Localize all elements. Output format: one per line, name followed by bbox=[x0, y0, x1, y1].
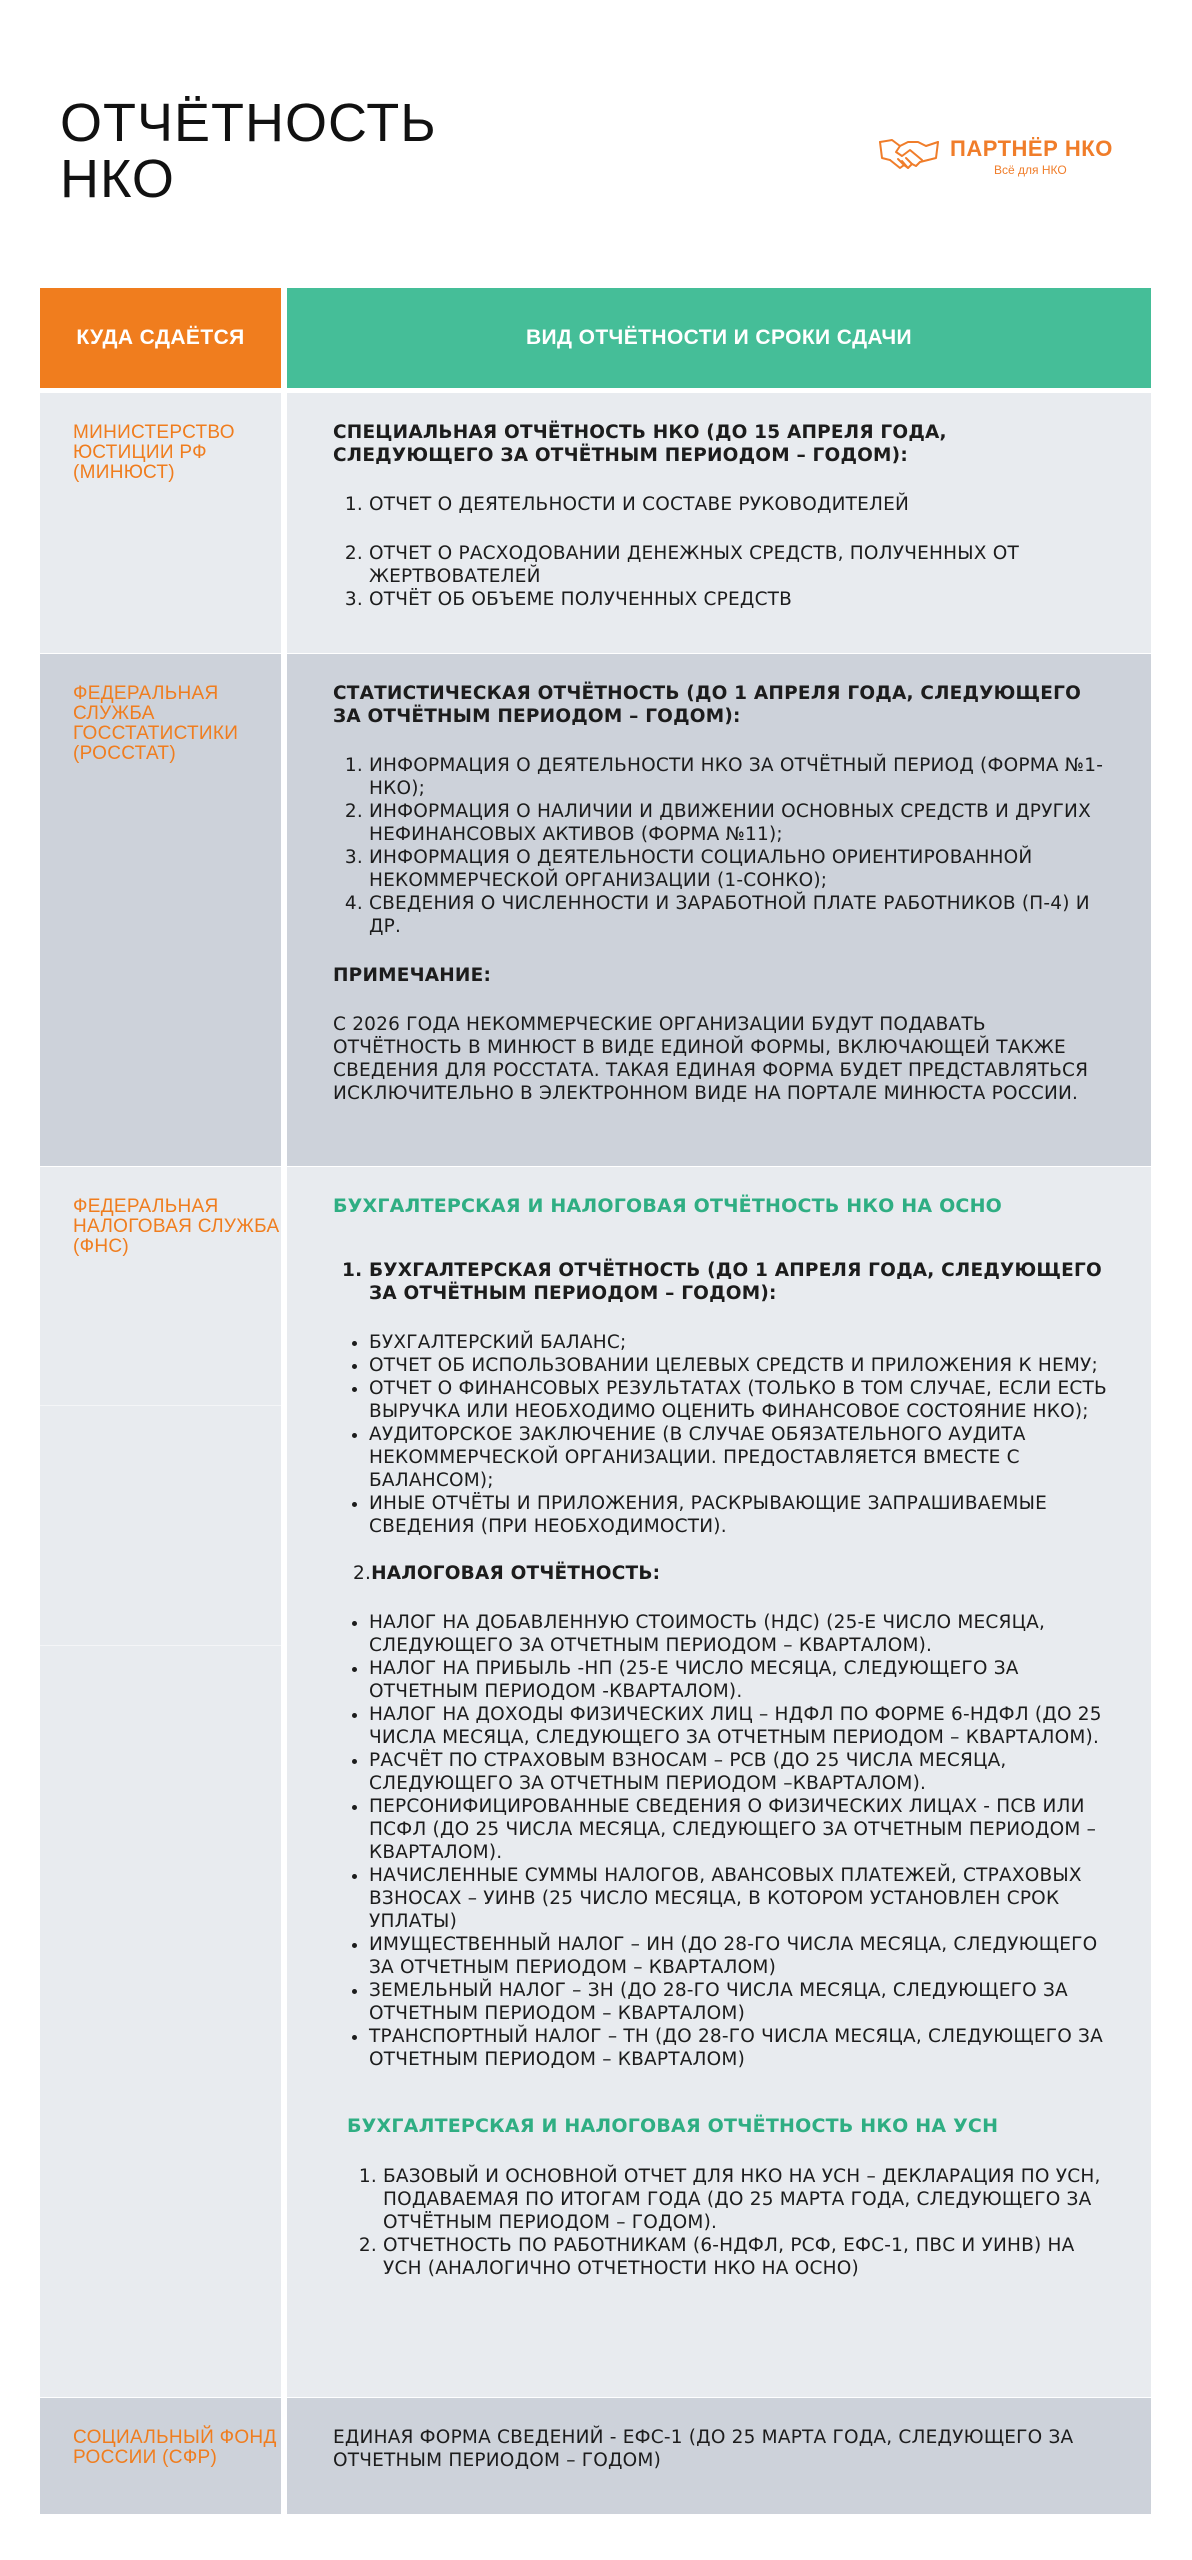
list-item: • БУХГАЛТЕРСКИЙ БАЛАНС; bbox=[369, 1331, 1111, 1354]
org-name: МИНИСТЕРСТВО ЮСТИЦИИ РФ (МИНЮСТ) bbox=[73, 422, 235, 483]
list-item: • НАЛОГ НА ДОХОДЫ ФИЗИЧЕСКИХ ЛИЦ – НДФЛ ПО ФОРМЕ 6-НДФЛ (ДО 25 ЧИСЛА МЕСЯЦА, СЛЕДУЮЩЕГО ЗА ОТЧЕТНЫМ ПЕРИОДОМ – КВАРТАЛОМ). bbox=[369, 1703, 1111, 1749]
list-item: 2. ИНФОРМАЦИЯ О НАЛИЧИИ И ДВИЖЕНИИ ОСНОВНЫХ СРЕДСТВ И ДРУГИХ НЕФИНАНСОВЫХ АКТИВОВ (ФОРМА №11); bbox=[369, 800, 1111, 846]
divider bbox=[40, 1405, 281, 1406]
table-row-org-cell-spacer bbox=[40, 1405, 281, 1645]
tax-items bbox=[333, 1611, 1111, 2071]
report-list bbox=[333, 493, 1111, 611]
usn-list bbox=[333, 2165, 1111, 2280]
list-item: • ОТЧЕТ О ФИНАНСОВЫХ РЕЗУЛЬТАТАХ (ТОЛЬКО В ТОМ СЛУЧАЕ, ЕСЛИ ЕСТЬ ВЫРУЧКА ИЛИ НЕОБХОДИМО ОЦЕНИТЬ ФИНАНСОВОЕ СОСТОЯНИЕ НКО); bbox=[369, 1377, 1111, 1423]
org-name: ФЕДЕРАЛЬНАЯ НАЛОГОВАЯ СЛУЖБА (ФНС) bbox=[73, 1196, 280, 1257]
note-text: С 2026 ГОДА НЕКОММЕРЧЕСКИЕ ОРГАНИЗАЦИИ БУДУТ ПОДАВАТЬ ОТЧЁТНОСТЬ В МИНЮСТ В ВИДЕ ЕДИНОЙ ФОРМЫ, ВКЛЮЧАЮЩЕЙ ТАКЖЕ СВЕДЕНИЯ ДЛЯ РОССТАТА. ТАКАЯ ЕДИНАЯ ФОРМА БУДЕТ ПРЕДСТАВЛЯТЬСЯ ИСКЛЮЧИТЕЛЬНО В ЭЛЕКТРОННОМ ВИДЕ НА ПОРТАЛЕ МИНЮСТА РОССИИ. bbox=[333, 1014, 1089, 1104]
list-item: 1. ИНФОРМАЦИЯ О ДЕЯТЕЛЬНОСТИ НКО ЗА ОТЧЁТНЫЙ ПЕРИОД (ФОРМА №1-НКО); bbox=[369, 754, 1111, 800]
list-item: • ТРАНСПОРТНЫЙ НАЛОГ – ТН (ДО 28-ГО ЧИСЛА МЕСЯЦА, СЛЕДУЮЩЕГО ЗА ОТЧЕТНЫМ ПЕРИОДОМ – КВАРТАЛОМ) bbox=[369, 2025, 1111, 2071]
table-row-org-cell bbox=[40, 654, 281, 1166]
list-item: 2. ОТЧЕТНОСТЬ ПО РАБОТНИКАМ (6-НДФЛ, РСФ, ЕФС-1, ПВС И УИНВ) НА УСН (АНАЛОГИЧНО ОТЧЕТНОСТИ НКО НА ОСНО) bbox=[383, 2234, 1111, 2280]
list-item: 3. ИНФОРМАЦИЯ О ДЕЯТЕЛЬНОСТИ СОЦИАЛЬНО ОРИЕНТИРОВАННОЙ НЕКОММЕРЧЕСКОЙ ОРГАНИЗАЦИИ (1-СОНКО); bbox=[369, 846, 1111, 892]
accounting-heading: 1. БУХГАЛТЕРСКАЯ ОТЧЁТНОСТЬ (ДО 1 АПРЕЛЯ ГОДА, СЛЕДУЮЩЕГО ЗА ОТЧЁТНЫМ ПЕРИОДОМ – ГОДОМ): bbox=[369, 1259, 1111, 1305]
section-heading: СТАТИСТИЧЕСКАЯ ОТЧЁТНОСТЬ (ДО 1 АПРЕЛЯ ГОДА, СЛЕДУЮЩЕГО ЗА ОТЧЁТНЫМ ПЕРИОДОМ – ГОДОМ): bbox=[333, 683, 1082, 727]
report-list bbox=[333, 754, 1111, 938]
sfr-text: ЕДИНАЯ ФОРМА СВЕДЕНИЙ - ЕФС-1 (ДО 25 МАРТА ГОДА, СЛЕДУЮЩЕГО ЗА ОТЧЕТНЫМ ПЕРИОДОМ – ГОДОМ) bbox=[333, 2427, 1074, 2471]
table-row-content-cell bbox=[287, 393, 1151, 653]
note-label: ПРИМЕЧАНИЕ: bbox=[333, 965, 492, 986]
usn-heading: БУХГАЛТЕРСКАЯ И НАЛОГОВАЯ ОТЧЁТНОСТЬ НКО НА УСН bbox=[347, 2115, 999, 2137]
list-item: • ИНЫЕ ОТЧЁТЫ И ПРИЛОЖЕНИЯ, РАСКРЫВАЮЩИЕ ЗАПРАШИВАЕМЫЕ СВЕДЕНИЯ (ПРИ НЕОБХОДИМОСТИ). bbox=[369, 1492, 1111, 1538]
list-item: • ЗЕМЕЛЬНЫЙ НАЛОГ – ЗН (ДО 28-ГО ЧИСЛА МЕСЯЦА, СЛЕДУЮЩЕГО ЗА ОТЧЕТНЫМ ПЕРИОДОМ – КВАРТАЛОМ) bbox=[369, 1979, 1111, 2025]
list-item: 1. БАЗОВЫЙ И ОСНОВНОЙ ОТЧЕТ ДЛЯ НКО НА УСН – ДЕКЛАРАЦИЯ ПО УСН, ПОДАВАЕМАЯ ПО ИТОГАМ ГОДА (ДО 25 МАРТА ГОДА, СЛЕДУЮЩЕГО ЗА ОТЧЁТНЫМ ПЕРИОДОМ – ГОДОМ). bbox=[383, 2165, 1111, 2234]
table-row-org-cell bbox=[40, 2398, 281, 2514]
section-heading: СПЕЦИАЛЬНАЯ ОТЧЁТНОСТЬ НКО (ДО 15 АПРЕЛЯ ГОДА, СЛЕДУЮЩЕГО ЗА ОТЧЁТНЫМ ПЕРИОДОМ – ГОДОМ): bbox=[333, 422, 947, 466]
tax-number: 2. bbox=[353, 1563, 372, 1584]
list-item: • ИМУЩЕСТВЕННЫЙ НАЛОГ – ИН (ДО 28-ГО ЧИСЛА МЕСЯЦА, СЛЕДУЮЩЕГО ЗА ОТЧЕТНЫМ ПЕРИОДОМ – КВАРТАЛОМ) bbox=[369, 1933, 1111, 1979]
list-item: • ОТЧЕТ ОБ ИСПОЛЬЗОВАНИИ ЦЕЛЕВЫХ СРЕДСТВ И ПРИЛОЖЕНИЯ К НЕМУ; bbox=[369, 1354, 1111, 1377]
list-item: • ПЕРСОНИФИЦИРОВАННЫЕ СВЕДЕНИЯ О ФИЗИЧЕСКИХ ЛИЦАХ - ПСВ ИЛИ ПСФЛ (ДО 25 ЧИСЛА МЕСЯЦА, СЛЕДУЮЩЕГО ЗА ОТЧЕТНЫМ ПЕРИОДОМ – КВАРТАЛОМ). bbox=[369, 1795, 1111, 1864]
list-item: 1. ОТЧЕТ О ДЕЯТЕЛЬНОСТИ И СОСТАВЕ РУКОВОДИТЕЛЕЙ bbox=[369, 493, 1111, 516]
table-row-content-cell bbox=[287, 2398, 1151, 2514]
table-row-content-cell bbox=[287, 654, 1151, 1166]
osno-heading: БУХГАЛТЕРСКАЯ И НАЛОГОВАЯ ОТЧЁТНОСТЬ НКО НА ОСНО bbox=[333, 1195, 1003, 1217]
accounting-list bbox=[333, 1259, 1111, 1305]
tax-heading-row bbox=[333, 1562, 1111, 1585]
table-header-type: ВИД ОТЧЁТНОСТИ И СРОКИ СДАЧИ bbox=[287, 288, 1151, 388]
page-title bbox=[60, 95, 437, 207]
list-item: • НАЧИСЛЕННЫЕ СУММЫ НАЛОГОВ, АВАНСОВЫХ ПЛАТЕЖЕЙ, СТРАХОВЫХ ВЗНОСАХ – УИНВ (25 ЧИСЛО МЕСЯЦА, В КОТОРОМ УСТАНОВЛЕН СРОК УПЛАТЫ) bbox=[369, 1864, 1111, 1933]
table-header-where: КУДА СДАЁТСЯ bbox=[40, 288, 281, 388]
logo bbox=[878, 126, 1138, 186]
list-item: • АУДИТОРСКОЕ ЗАКЛЮЧЕНИЕ (В СЛУЧАЕ ОБЯЗАТЕЛЬНОГО АУДИТА НЕКОММЕРЧЕСКОЙ ОРГАНИЗАЦИИ. ПРЕДОСТАВЛЯЕТСЯ ВМЕСТЕ С БАЛАНСОМ); bbox=[369, 1423, 1111, 1492]
org-name: ФЕДЕРАЛЬНАЯ СЛУЖБА ГОССТАТИСТИКИ (РОССТАТ) bbox=[73, 683, 239, 764]
table-row-org-cell-spacer bbox=[40, 1645, 281, 2397]
table-row-content-cell bbox=[287, 1167, 1151, 2397]
accounting-items bbox=[333, 1331, 1111, 1538]
list-item: 4. СВЕДЕНИЯ О ЧИСЛЕННОСТИ И ЗАРАБОТНОЙ ПЛАТЕ РАБОТНИКОВ (П-4) И ДР. bbox=[369, 892, 1111, 938]
list-item: • НАЛОГ НА ПРИБЫЛЬ -НП (25-Е ЧИСЛО МЕСЯЦА, СЛЕДУЮЩЕГО ЗА ОТЧЕТНЫМ ПЕРИОДОМ -КВАРТАЛОМ). bbox=[369, 1657, 1111, 1703]
divider bbox=[40, 1645, 281, 1646]
logo-name: ПАРТНЁР НКО bbox=[950, 136, 1113, 161]
page-title-line1: ОТЧЁТНОСТЬ bbox=[60, 93, 437, 153]
list-item: • НАЛОГ НА ДОБАВЛЕННУЮ СТОИМОСТЬ (НДС) (25-Е ЧИСЛО МЕСЯЦА, СЛЕДУЮЩЕГО ЗА ОТЧЕТНЫМ ПЕРИОДОМ – КВАРТАЛОМ). bbox=[369, 1611, 1111, 1657]
list-item: 2. ОТЧЕТ О РАСХОДОВАНИИ ДЕНЕЖНЫХ СРЕДСТВ, ПОЛУЧЕННЫХ ОТ ЖЕРТВОВАТЕЛЕЙ bbox=[369, 542, 1111, 588]
list-item: • РАСЧЁТ ПО СТРАХОВЫМ ВЗНОСАМ – РСВ (ДО 25 ЧИСЛА МЕСЯЦА, СЛЕДУЮЩЕГО ЗА ОТЧЕТНЫМ ПЕРИОДОМ –КВАРТАЛОМ). bbox=[369, 1749, 1111, 1795]
page-title-line2: НКО bbox=[60, 149, 175, 209]
handshake-icon bbox=[878, 132, 940, 172]
table-row-org-cell bbox=[40, 393, 281, 653]
org-name: СОЦИАЛЬНЫЙ ФОНД РОССИИ (СФР) bbox=[73, 2427, 277, 2468]
table-row-org-cell bbox=[40, 1167, 281, 1405]
list-item: 3. ОТЧЁТ ОБ ОБЪЕМЕ ПОЛУЧЕННЫХ СРЕДСТВ bbox=[369, 588, 1111, 611]
logo-tagline: Всё для НКО bbox=[994, 163, 1067, 177]
tax-heading: НАЛОГОВАЯ ОТЧЁТНОСТЬ: bbox=[371, 1563, 661, 1584]
